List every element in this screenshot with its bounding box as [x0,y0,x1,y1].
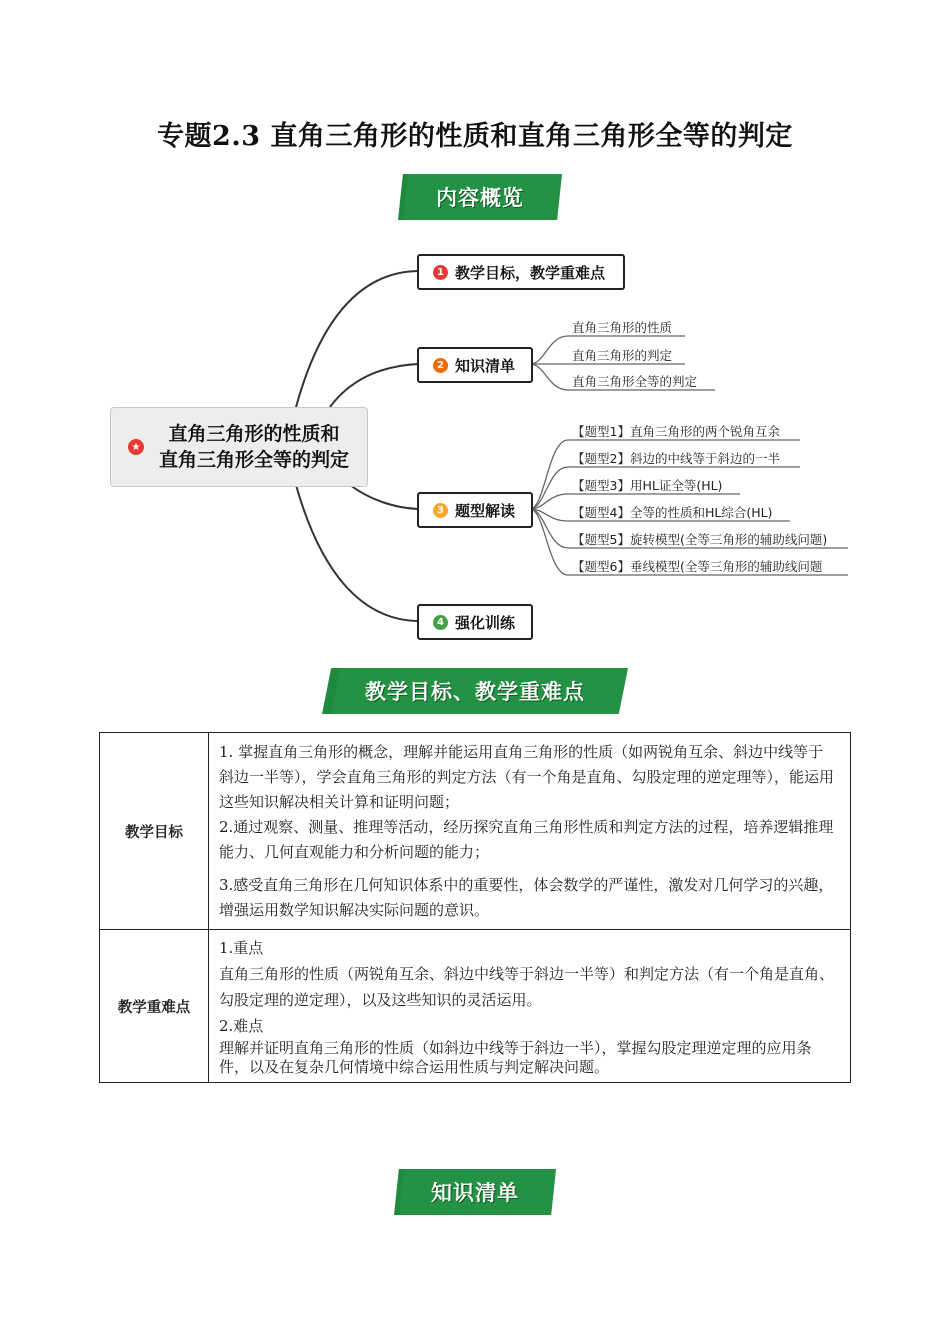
banner-goals-label: 教学目标、教学重难点 [365,680,585,704]
banner-overview-label: 内容概览 [436,186,524,210]
banner-knowledge-label: 知识清单 [431,1181,519,1205]
branch-label: 知识清单 [455,356,516,375]
row-content-goals: 1. 掌握直角三角形的概念，理解并能运用直角三角形的性质（如两锐角互余、斜边中线等于斜边一半等），学会直角三角形的判定方法（有一个角是直角、勾股定理的逆定理等），能运用这些知识解决相关计算和证明问题； 2.通过观察、测量、推理等活动，经历探究直角三角形性质和判定方法的过程，培养逻辑推理能力、几何直观能力和分析问题的能力； 3.感受直角三角形在几何知识体系中的重要性，体会数学的严谨性，激发对几何学习的兴趣，增强运用数学知识解决实际问题的意识。 [209,733,851,930]
question-type-item: 【题型1】直角三角形的两个锐角互余 [572,424,780,439]
mindmap-branch-question-types [417,492,533,528]
banner-knowledge [394,1169,556,1215]
banner-goals [322,668,628,714]
row-label-key-points: 教学重难点 [100,930,209,1083]
knowledge-item: 直角三角形的判定 [572,348,673,363]
table-row [100,930,851,1083]
page-title: 专题2.3 直角三角形的性质和直角三角形全等的判定 [157,121,793,152]
question-type-item: 【题型5】旋转模型(全等三角形的辅助线问题) [572,532,828,547]
branch-label: 强化训练 [455,613,516,632]
row-content-key-points: 1.重点 直角三角形的性质（两锐角互余、斜边中线等于斜边一半等）和判定方法（有一个角是直角、勾股定理的逆定理），以及这些知识的灵活运用。 2.难点 理解并证明直角三角形的性质（如斜边中线等于斜边一半），掌握勾股定理逆定理的应用条件，以及在复杂几何情境中综合运用性质与判定解决问题。 [209,930,851,1083]
goals-table [99,732,851,1083]
number-3-icon: 3 [433,503,448,518]
question-type-item: 【题型6】垂线模型(全等三角形的辅助线问题 [572,559,823,574]
mindmap-branch-knowledge [417,347,533,383]
number-4-icon: 4 [433,615,448,630]
question-type-item: 【题型4】全等的性质和HL综合(HL) [572,505,773,520]
knowledge-item: 直角三角形全等的判定 [572,374,698,389]
question-type-item: 【题型3】用HL证全等(HL) [572,478,723,493]
table-row [100,733,851,930]
mindmap-center-title: 直角三角形的性质和 直角三角形全等的判定 [158,423,349,471]
branch-label: 题型解读 [455,501,516,520]
row-label-goals: 教学目标 [100,733,209,930]
question-type-item: 【题型2】斜边的中线等于斜边的一半 [572,451,780,466]
mindmap-branch-goals [417,254,625,290]
mindmap-center-node [110,407,368,487]
mindmap-branch-training [417,604,533,640]
branch-label: 教学目标，教学重难点 [455,263,606,282]
star-icon: ★ [128,439,144,455]
number-1-icon: 1 [433,265,448,280]
knowledge-item: 直角三角形的性质 [572,320,673,335]
number-2-icon: 2 [433,358,448,373]
